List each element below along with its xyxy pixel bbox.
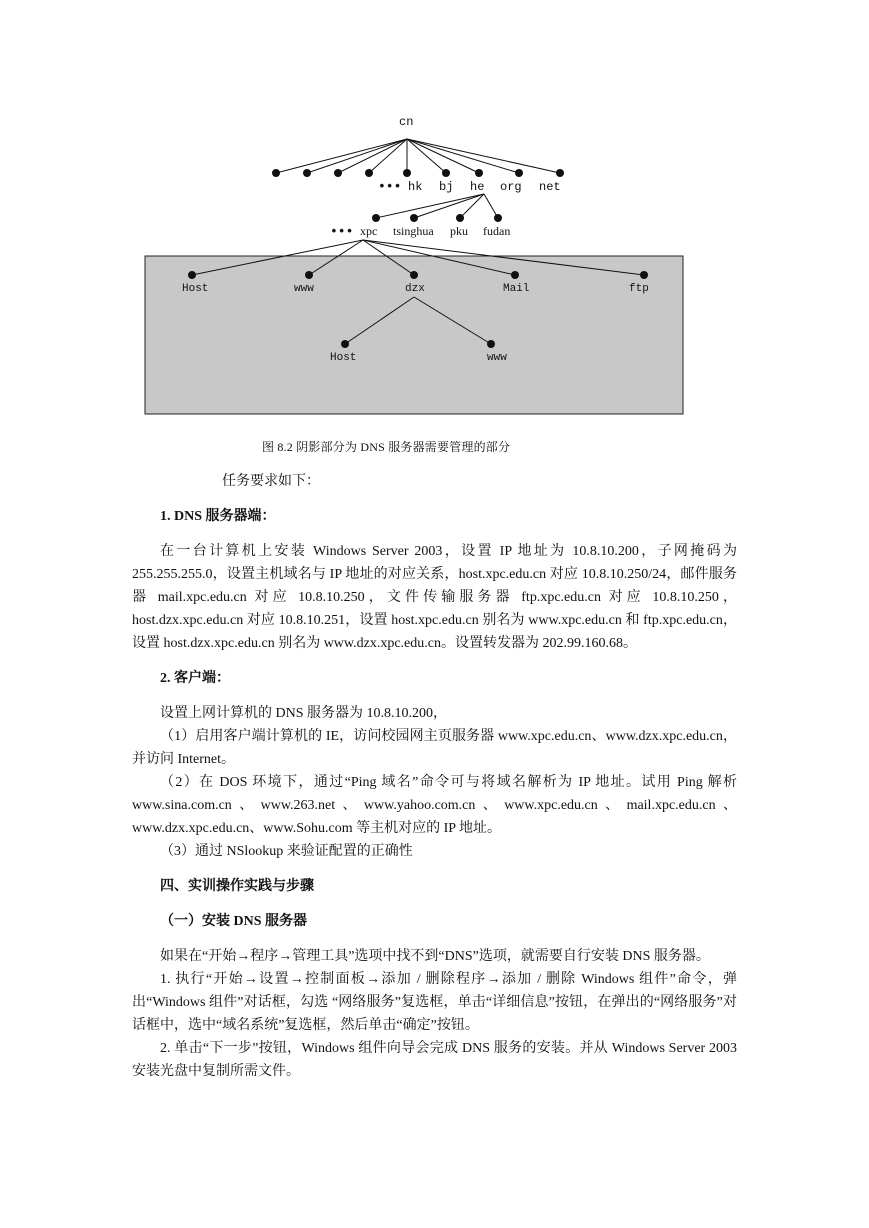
heading-client: 2. 客户端：: [160, 671, 230, 686]
paragraph-client-dns: 设置上网计算机的 DNS 服务器为 10.8.10.200，: [160, 706, 448, 721]
node-xpc: xpc: [360, 224, 378, 238]
root-node-label: cn: [399, 115, 414, 129]
node-ftp: ftp: [629, 283, 649, 295]
paragraph-install-step2: 2. 单击“下一步”按钮，Windows 组件向导会完成 DNS 服务的安装。并从 Windows Server 2003 安装光盘中复制所需文件。: [132, 1041, 737, 1079]
node-hk: hk: [408, 180, 423, 194]
paragraph-server-setup: 在一台计算机上安装 Windows Server 2003，设置 IP 地址为 10.8.10.200，子网掩码为 255.255.255.0，设置主机域名与 IP 地址的对应关系，host.xpc.edu.cn 对应 10.8.10.250/24，邮件服务器 mail.xpc.edu.cn 对应 10.8.10.250，文件传输服务器 ftp.xpc.edu.cn 对应 10.8.10.250，host.dzx.xpc.edu.cn 对应 10.8.10.251，设置 host.xpc.edu.cn 别名为 www.xpc.edu.cn 和 ftp.xpc.edu.cn，设置 host.dzx.xpc.edu.cn 别名为 www.dzx.xpc.edu.cn。设置转发器为 202.99.160.68。: [132, 544, 737, 651]
node-dzx: dzx: [405, 283, 425, 295]
heading-install-dns: （一）安装 DNS 服务器: [160, 914, 308, 929]
node-dzx-www: www: [487, 352, 507, 364]
heading-practice-steps: 四、实训操作实践与步骤: [160, 879, 314, 894]
node-tsinghua: tsinghua: [393, 224, 434, 238]
dns-hierarchy-diagram: [0, 0, 869, 460]
node-he: he: [470, 180, 485, 194]
node-bj: bj: [439, 180, 454, 194]
paragraph-client-nslookup: （3）通过 NSlookup 来验证配置的正确性: [160, 844, 413, 859]
level1-ellipsis: •••: [378, 179, 402, 194]
task-intro: 任务要求如下：: [222, 474, 320, 489]
managed-zone-shade: [145, 256, 683, 414]
level2-dots: [372, 214, 502, 222]
node-www: www: [294, 283, 314, 295]
node-fudan: fudan: [483, 224, 511, 238]
paragraph-client-ie: （1）启用客户端计算机的 IE，访问校园网主页服务器 www.xpc.edu.cn、www.dzx.xpc.edu.cn，并访问 Internet。: [132, 729, 737, 767]
node-host: Host: [182, 283, 209, 295]
level2-ellipsis: •••: [330, 224, 354, 239]
node-org: org: [500, 180, 522, 194]
paragraph-install-step1: 1. 执行“开始→设置→控制面板→添加 / 删除程序→添加 / 删除 Windows 组件”命令，弹出“Windows 组件”对话框，勾选 “网络服务”复选框，单击“详细信息”按钮，在弹出的“网络服务”对话框中，选中“域名系统”复选框，然后单击“确定”按钮。: [132, 972, 737, 1033]
heading-dns-server: 1. DNS 服务器端：: [160, 509, 276, 524]
paragraph-client-ping: （2）在 DOS 环境下，通过“Ping 域名”命令可与将域名解析为 IP 地址。试用 Ping 解析 www.sina.com.cn、www.263.net、www.yahoo.com.cn、www.xpc.edu.cn、mail.xpc.edu.cn、www.dzx.xpc.edu.cn、www.Sohu.com 等主机对应的 IP 地址。: [132, 775, 737, 836]
node-dzx-host: Host: [330, 352, 357, 364]
node-mail: Mail: [503, 283, 530, 295]
root-edges: [276, 139, 560, 173]
node-pku: pku: [450, 224, 468, 238]
paragraph-install-intro: 如果在“开始→程序→管理工具”选项中找不到“DNS”选项，就需要自行安装 DNS 服务器。: [160, 949, 710, 964]
node-net: net: [539, 180, 561, 194]
he-edges: [376, 194, 498, 218]
figure-caption: 图 8.2 阴影部分为 DNS 服务器需要管理的部分: [262, 440, 511, 454]
document-body: [132, 470, 737, 1083]
